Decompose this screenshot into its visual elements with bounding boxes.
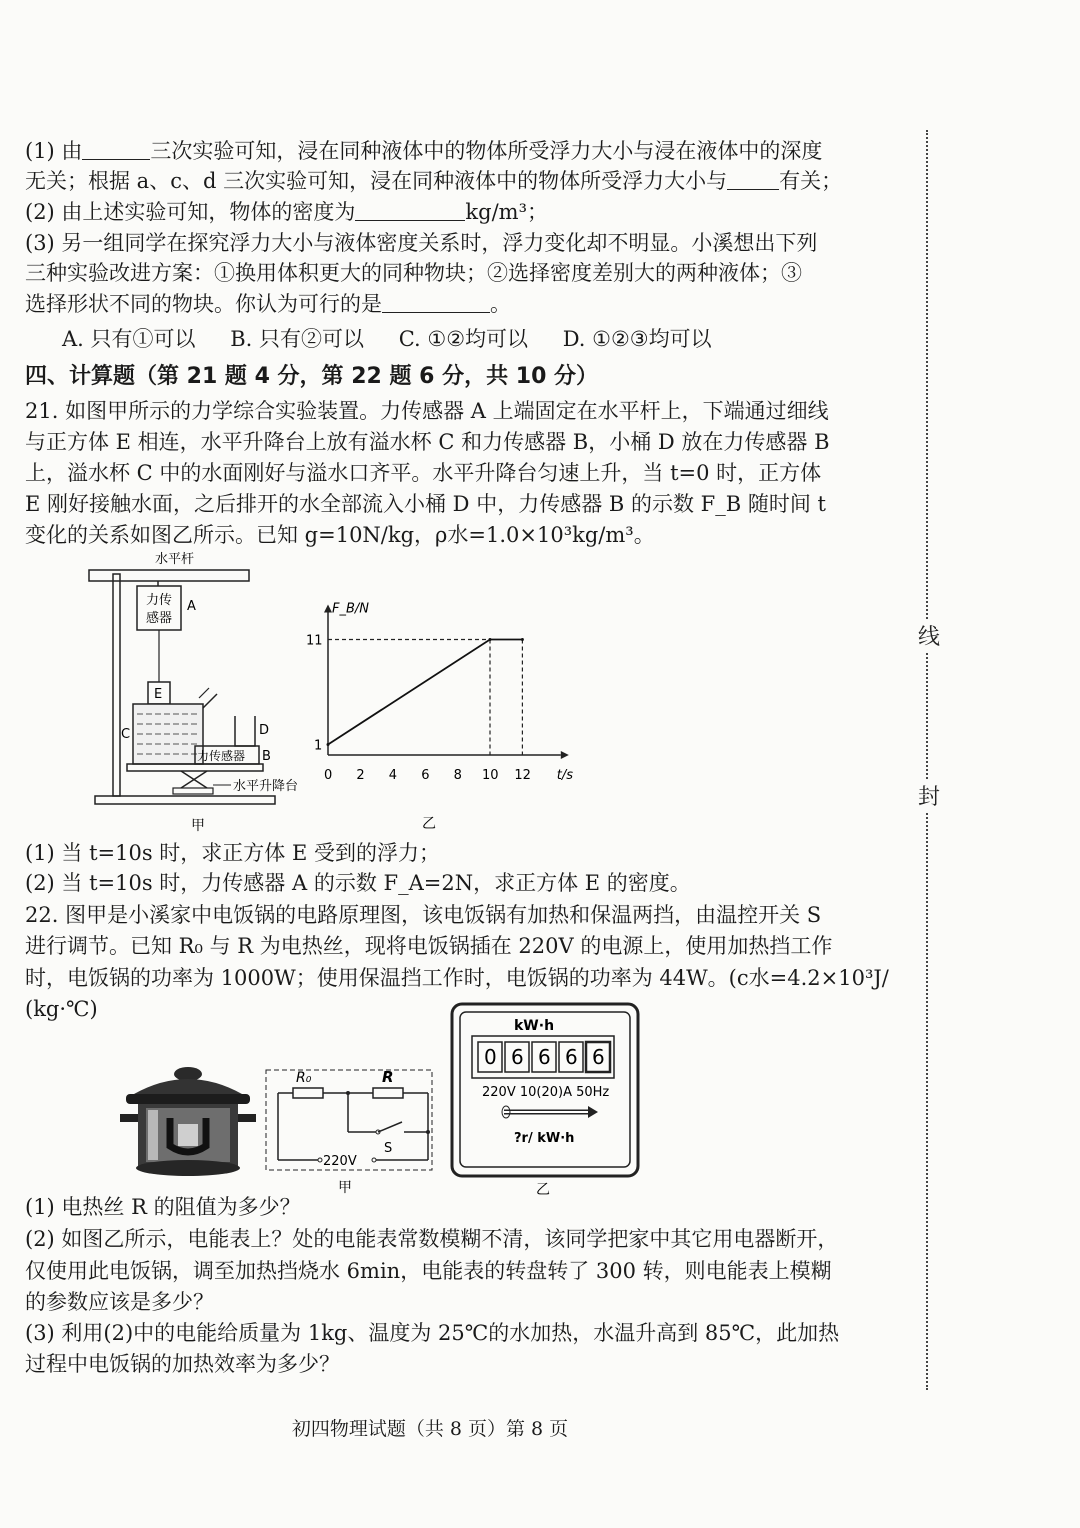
q21-stem-line: 变化的关系如图乙所示。已知 g=10N/kg，ρ水=1.0×10³kg/m³。 [25,523,655,547]
choice-a[interactable]: A. 只有①可以 [62,327,196,351]
q22-sub2-line: 的参数应该是多少？ [25,1290,214,1314]
dotted-line [926,130,928,1390]
platform-label: 水平升降台 [233,779,299,794]
data-point [521,638,524,641]
binding-line [918,130,941,1390]
sensor-a-label: 力传 [146,593,173,608]
circuit-diagram [258,1060,443,1200]
binding-char-feng: 封 [918,780,940,811]
figure-caption-jia: 甲 [191,818,205,834]
meter-digit: 6 [565,1045,578,1069]
answer-blank[interactable] [382,290,490,313]
bucket-d [235,716,255,746]
meter-rating: 220V 10(20)A 50Hz [482,1085,610,1100]
q22-stem-line: 进行调节。已知 R₀ 与 R 为电热丝，现将电饭锅插在 220V 的电源上，使用加热挡工作 [25,934,833,958]
label-a: A [187,599,196,614]
label-voltage: 220V [323,1154,357,1169]
q22-stem-line: 22. 图甲是小溪家中电饭锅的电路原理图，该电饭锅有加热和保温两挡，由温控开关 S [25,903,822,927]
q20-choices [62,324,882,354]
scissor-lift [181,771,207,788]
x-tick-label: 10 [482,768,499,783]
q20-part2: (2) 由上述实验可知，物体的密度为 kg/m³； [25,200,548,224]
rotating-disk-window [502,1106,598,1118]
lift-platform [127,764,263,771]
label-d: D [259,723,270,738]
sensor-a-label: 感器 [146,611,173,626]
answer-blank[interactable] [82,137,150,160]
meter-digit: 6 [592,1045,605,1069]
resistor-r [373,1088,403,1098]
q20-part3-line2: 三种实验改进方案：①换用体积更大的同种物块；②选择密度差别大的两种液体；③ [25,261,802,285]
choice-c[interactable]: C. ①②均可以 [398,327,529,351]
q21-stem-line: 21. 如图甲所示的力学综合实验装置。力传感器 A 上端固定在水平杆上，下端通过细线 [25,399,829,423]
series-line [328,640,522,745]
data-point [489,638,492,641]
figure-caption-yi2: 乙 [536,1182,550,1198]
figure-caption-jia2: 甲 [338,1180,352,1196]
q22-sub2-line: (2) 如图乙所示，电能表上？处的电能表常数模糊不清，该同学把家中其它用电器断开， [25,1227,839,1251]
q21-sub2: (2) 当 t=10s 时，力传感器 A 的示数 F_A=2N，求正方体 E 的密度。 [25,871,691,895]
q20-part1-line1: (1) 由 三次实验可知，浸在同种液体中的物体所受浮力大小与浸在液体中的深度 [25,139,823,163]
y-axis-label: F_B/N [332,601,370,617]
binding-char-xian: 线 [918,620,940,651]
q21-stem-line: 与正方体 E 相连，水平升降台上放有溢水杯 C 和力传感器 B，小桶 D 放在力传感器 B [25,430,830,454]
meter-constant: ?r/ kW·h [514,1131,575,1146]
x-tick-label: 12 [514,768,531,783]
label-s: S [384,1141,393,1156]
q21-stem-line: 上，溢水杯 C 中的水面刚好与溢水口齐平。水平升降台匀速上升，当 t=0 时，正方体 [25,461,822,485]
answer-blank[interactable] [727,167,779,190]
meter-digits [478,1042,610,1072]
section-title: 四、计算题（第 21 题 4 分，第 22 题 6 分，共 10 分） [25,364,599,389]
energy-meter [448,1000,644,1200]
q22-sub1: (1) 电热丝 R 的阻值为多少？ [25,1195,301,1219]
meter-digit: 0 [484,1045,497,1069]
label-e: E [154,687,163,702]
data-point [327,743,330,746]
sensor-b-label: 力传感器 [197,749,246,763]
y-axis-arrow [324,605,332,613]
stand-pole [113,574,120,796]
x-tick-label: 8 [453,768,462,783]
q22-sub3-line: (3) 利用(2)中的电能给质量为 1kg、温度为 25℃的水加热，水温升高到 85℃，此加热 [25,1321,840,1345]
answer-blank[interactable] [355,198,465,221]
y-tick-label: 1 [314,738,323,754]
label-c: C [121,727,131,742]
force-time-chart [300,585,574,840]
q20-part3-line3: 选择形状不同的物块。你认为可行的是 。 [25,292,511,316]
meter-unit: kW·h [514,1018,555,1034]
figure-caption-yi: 乙 [422,816,436,832]
y-tick-label: 11 [306,633,323,649]
q20-part3-line1: (3) 另一组同学在探究浮力大小与液体密度关系时，浮力变化却不明显。小溪想出下列 [25,231,818,255]
choice-b[interactable]: B. 只有②可以 [230,327,365,351]
apparatus-diagram [85,548,325,838]
q21-stem-line: E 刚好接触水面，之后排开的水全部流入小桶 D 中，力传感器 B 的示数 F_B 随时间 t [25,492,826,516]
bar-label: 水平杆 [155,552,195,567]
choice-d[interactable]: D. ①②③均可以 [562,327,712,351]
x-tick-label: 6 [421,768,430,783]
q22-sub3-line: 过程中电饭锅的加热效率为多少？ [25,1352,340,1376]
x-axis-arrow [561,751,569,759]
base-plate [95,796,275,804]
x-axis-label: t/s [556,768,574,783]
q22-stem-line: (kg·℃) [25,997,98,1021]
label-b: B [262,749,271,764]
rice-cooker-image [118,1054,258,1184]
spout [203,694,217,708]
q20-part1-line2: 无关；根据 a、c、d 三次实验可知，浸在同种液体中的物体所受浮力大小与 有关； [25,169,843,193]
x-tick-label: 0 [324,768,333,783]
label-r: R [382,1068,394,1086]
resistor-r0 [293,1088,323,1098]
page-footer: 初四物理试题（共 8 页）第 8 页 [291,1418,569,1440]
meter-digit: 6 [511,1045,524,1069]
meter-digit: 6 [538,1045,551,1069]
label-r0: R₀ [296,1070,312,1086]
q22-stem-line: 时，电饭锅的功率为 1000W；使用保温挡工作时，电饭锅的功率为 44W。(c水=4.2×10³J/ [25,966,889,990]
x-tick-label: 2 [356,768,365,783]
q22-sub2-line: 仅使用此电饭锅，调至加热挡烧水 6min，电能表的转盘转了 300 转，则电能表上模糊 [25,1259,832,1283]
x-tick-label: 4 [388,768,398,783]
switch-s [378,1122,402,1132]
q21-sub1: (1) 当 t=10s 时，求正方体 E 受到的浮力； [25,841,440,865]
